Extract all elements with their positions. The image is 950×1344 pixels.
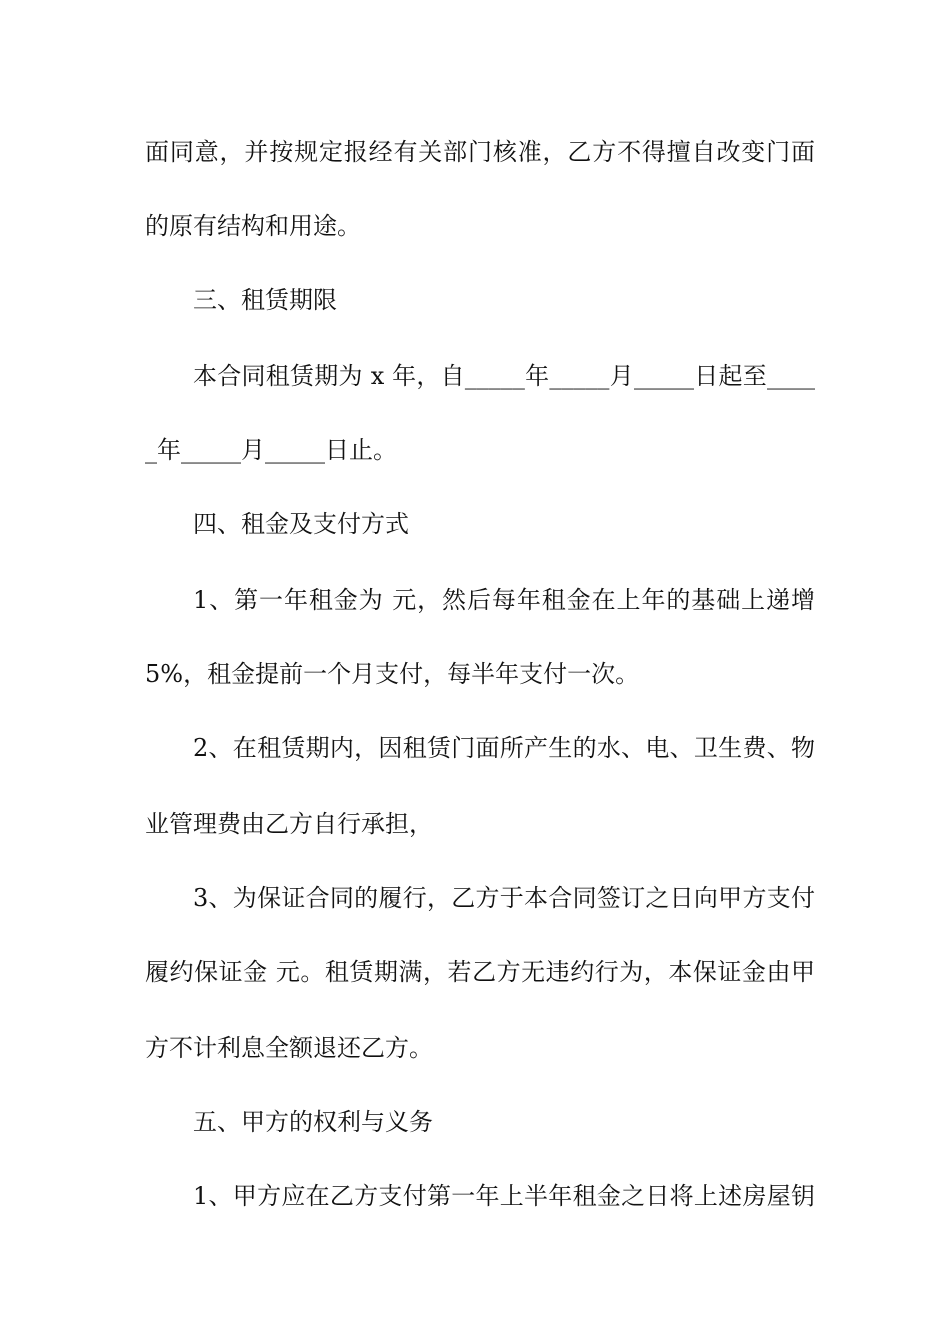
section-heading: 五、甲方的权利与义务 bbox=[193, 1108, 433, 1136]
text-line: 本合同租赁期为 x 年，自_____年_____月_____日起至____ bbox=[193, 362, 815, 390]
text-line: 方不计利息全额退还乙方。 bbox=[145, 1034, 433, 1062]
text-line: 2、在租赁期内，因租赁门面所产生的水、电、卫生费、物 bbox=[193, 734, 815, 762]
text-line: 1、第一年租金为 元，然后每年租金在上年的基础上递增 bbox=[193, 586, 815, 614]
text-line: 履约保证金 元。租赁期满，若乙方无违约行为，本保证金由甲 bbox=[145, 958, 815, 986]
text-line: 的原有结构和用途。 bbox=[145, 212, 361, 240]
text-line: _年_____月_____日止。 bbox=[145, 436, 397, 464]
section-heading: 三、租赁期限 bbox=[193, 286, 337, 314]
text-line: 5%，租金提前一个月支付，每半年支付一次。 bbox=[145, 660, 640, 688]
text-line: 面同意，并按规定报经有关部门核准，乙方不得擅自改变门面 bbox=[145, 138, 815, 166]
text-line: 3、为保证合同的履行，乙方于本合同签订之日向甲方支付 bbox=[193, 884, 815, 912]
text-line: 业管理费由乙方自行承担， bbox=[145, 810, 433, 838]
section-heading: 四、租金及支付方式 bbox=[193, 510, 409, 538]
text-line: 1、甲方应在乙方支付第一年上半年租金之日将上述房屋钥 bbox=[193, 1182, 815, 1210]
